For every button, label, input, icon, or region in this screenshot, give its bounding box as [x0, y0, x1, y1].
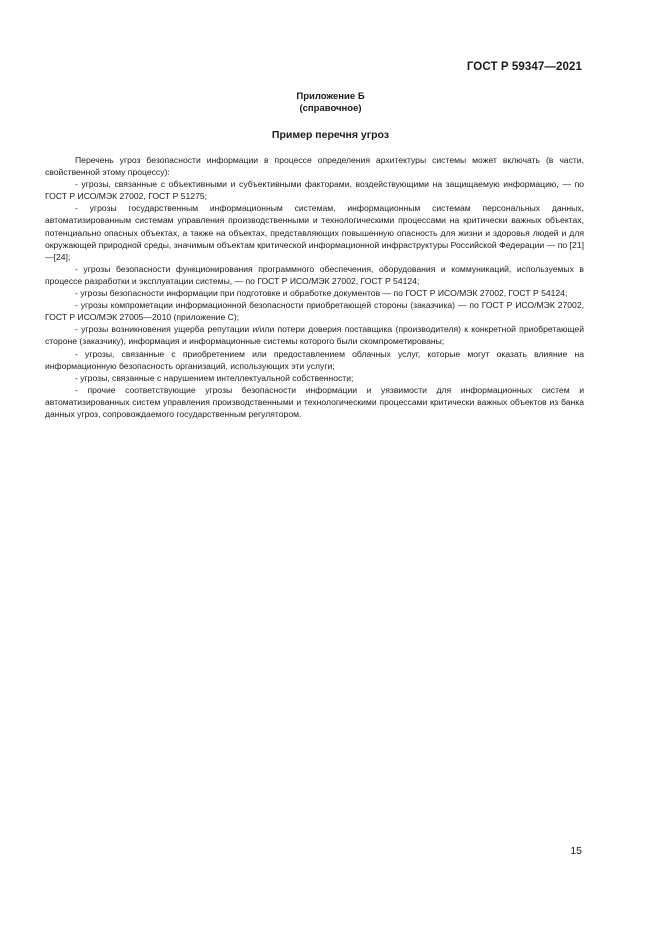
- body-text: [45, 154, 584, 420]
- list-item: - угрозы возникновения ущерба репутации и/или потери доверия поставщика (производителя) к конкретной приобретающей стороне (заказчику), информация и информационные системы которого были скомпрометированы;: [45, 324, 584, 347]
- appendix-title: Приложение Б: [296, 91, 365, 102]
- section-title: Пример перечня угроз: [271, 129, 390, 141]
- list-item: - прочие соответствующие угрозы безопасности информации и уязвимости для информационных систем и автоматизированных систем управления производственными и технологическими процессами критически важных объектов из банка данных угроз, сопровождаемого государственным регулятором.: [45, 384, 584, 419]
- list-item: - угрозы, связанные с нарушением интеллектуальной собственности;: [75, 372, 354, 383]
- list-item: - угрозы государственным информационным системам, информационным системам персональных данных, автоматизированным системам управления производственными и технологическими процессами на критически важных объектах, потенциально опасных объектах, а также на объектах, представляющих повышенную опасность для жизни и здоровья людей и для окружающей природной среды, значимым объектам критической информационной инфраструктуры Российской Федерации — по [21]—[24];: [45, 203, 584, 262]
- appendix-heading: [0, 91, 661, 115]
- list-item: - угрозы, связанные с приобретением или предоставлением облачных услуг, которые могут оказать влияние на информационную безопасность организаций, использующих эти услуги;: [45, 348, 584, 371]
- list-item: - угрозы компрометации информационной безопасности приобретающей стороны (заказчика) — по ГОСТ Р ИСО/МЭК 27002, ГОСТ Р ИСО/МЭК 27005—2010 (приложение С);: [45, 300, 584, 323]
- list-item: - угрозы безопасности функционирования программного обеспечения, оборудования и коммуникаций, используемых в процессе разработки и эксплуатации системы, — по ГОСТ Р ИСО/МЭК 27002, ГОСТ Р 54124;: [45, 263, 584, 286]
- standard-code: ГОСТ Р 59347—2021: [466, 61, 582, 73]
- paragraph-intro: Перечень угроз безопасности информации в процессе определения архитектуры системы может включать (в части, свойственной этому процессу):: [45, 155, 584, 178]
- list-item: - угрозы, связанные с объективными и субъективными факторами, воздействующими на защищаемую информацию, — по ГОСТ Р ИСО/МЭК 27002, ГОСТ Р 51275;: [45, 179, 584, 202]
- appendix-kind: (справочное): [299, 103, 362, 114]
- list-item: - угрозы безопасности информации при подготовке и обработке документов — по ГОСТ Р ИСО/МЭК 27002, ГОСТ Р 54124;: [75, 288, 568, 299]
- page-number: 15: [570, 845, 582, 857]
